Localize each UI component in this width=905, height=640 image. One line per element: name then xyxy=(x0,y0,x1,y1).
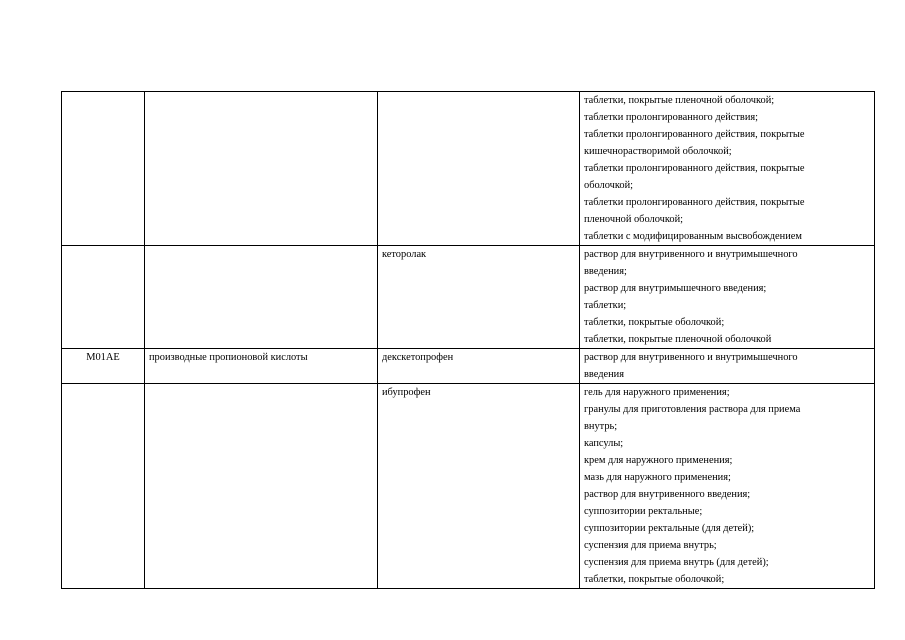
dosage-form-line: кишечнорастворимой оболочкой; xyxy=(584,146,732,157)
drug-name-cell xyxy=(378,92,580,246)
dosage-forms-cell xyxy=(580,349,875,384)
dosage-form-line: пленочной оболочкой; xyxy=(584,214,684,225)
table-row xyxy=(62,246,875,349)
dosage-forms-cell xyxy=(580,246,875,349)
dosage-form-line: капсулы; xyxy=(584,438,624,449)
dosage-form-line: внутрь; xyxy=(584,421,618,432)
dosage-form-line: таблетки с модифицированным высвобождением xyxy=(584,231,802,242)
dosage-form-line: гранулы для приготовления раствора для приема xyxy=(584,404,801,415)
dosage-form-line: суспензия для приема внутрь (для детей); xyxy=(584,557,769,568)
dosage-form-line: таблетки пролонгированного действия, покрытые xyxy=(584,197,805,208)
dosage-form-line: гель для наружного применения; xyxy=(584,387,730,398)
dosage-form-line: таблетки пролонгированного действия, покрытые xyxy=(584,163,805,174)
dosage-form-line: мазь для наружного применения; xyxy=(584,472,731,483)
drug-table xyxy=(61,91,875,589)
group-cell: производные пропионовой кислоты xyxy=(145,349,378,384)
dosage-form-line: введения; xyxy=(584,266,627,277)
dosage-form-line: таблетки пролонгированного действия, покрытые xyxy=(584,129,805,140)
table-row xyxy=(62,349,875,384)
dosage-form-line: таблетки, покрытые пленочной оболочкой xyxy=(584,334,772,345)
dosage-form-line: таблетки, покрытые пленочной оболочкой; xyxy=(584,95,775,106)
dosage-form-line: раствор для внутривенного и внутримышечного xyxy=(584,352,798,363)
drug-name-cell: декскетопрофен xyxy=(378,349,580,384)
dosage-form-line: раствор для внутривенного и внутримышечного xyxy=(584,249,798,260)
group-cell xyxy=(145,384,378,589)
dosage-form-line: таблетки пролонгированного действия; xyxy=(584,112,759,123)
dosage-forms-cell xyxy=(580,384,875,589)
dosage-form-line: раствор для внутримышечного введения; xyxy=(584,283,767,294)
dosage-form-line: суспензия для приема внутрь; xyxy=(584,540,717,551)
dosage-forms-cell xyxy=(580,92,875,246)
atc-code-cell xyxy=(62,92,145,246)
drug-name-cell: кеторолак xyxy=(378,246,580,349)
group-cell xyxy=(145,92,378,246)
drug-name-cell: ибупрофен xyxy=(378,384,580,589)
dosage-form-line: суппозитории ректальные (для детей); xyxy=(584,523,755,534)
dosage-form-line: суппозитории ректальные; xyxy=(584,506,703,517)
group-cell xyxy=(145,246,378,349)
atc-code-cell: M01AE xyxy=(62,349,145,384)
dosage-form-line: введения xyxy=(584,369,625,380)
table-row xyxy=(62,384,875,589)
dosage-form-line: оболочкой; xyxy=(584,180,634,191)
dosage-form-line: таблетки, покрытые оболочкой; xyxy=(584,574,725,585)
atc-code-cell xyxy=(62,384,145,589)
dosage-form-line: раствор для внутривенного введения; xyxy=(584,489,751,500)
table-row xyxy=(62,92,875,246)
dosage-form-line: таблетки; xyxy=(584,300,627,311)
atc-code-cell xyxy=(62,246,145,349)
dosage-form-line: крем для наружного применения; xyxy=(584,455,733,466)
dosage-form-line: таблетки, покрытые оболочкой; xyxy=(584,317,725,328)
